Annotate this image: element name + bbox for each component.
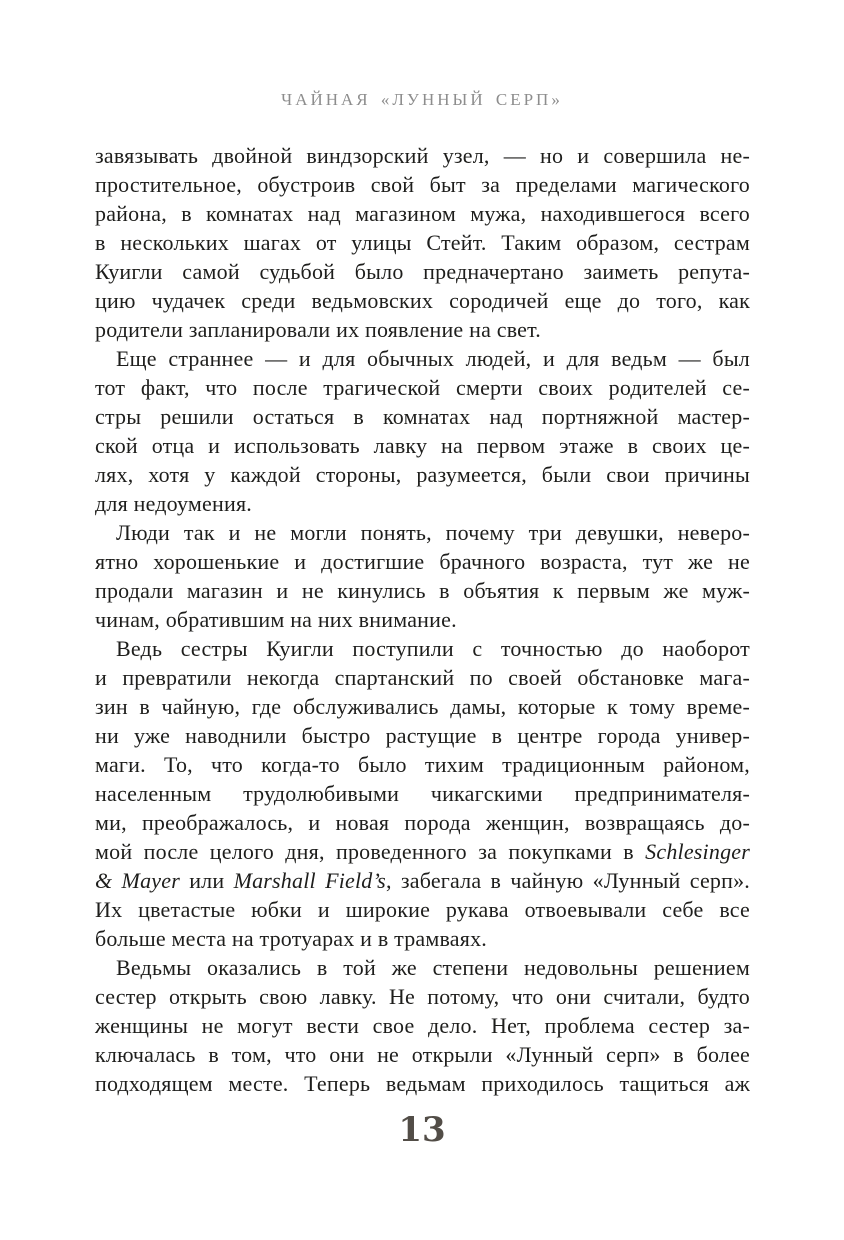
text-line: лях, хотя у каждой стороны, разумеется, были свои причины <box>95 462 750 487</box>
page-number: 13 <box>398 1110 446 1150</box>
text-line: района, в комнатах над магазином мужа, находившегося всего <box>95 201 750 226</box>
text-line: ми, преображалось, и новая порода женщин, возвращаясь до- <box>95 810 750 835</box>
text-line: тот факт, что после трагической смерти своих родителей се- <box>95 375 750 400</box>
text-line: чинам, обратившим на них внимание. <box>95 607 457 632</box>
text-line: цию чудачек среди ведьмовских сородичей еще до того, как <box>95 288 750 313</box>
text-line: & Mayer или Marshall Field’s, забегала в чайную «Лунный серп». <box>95 868 750 893</box>
text-line: завязывать двойной виндзорский узел, — но и совершила не- <box>95 143 750 168</box>
text-line: продали магазин и не кинулись в объятия к первым же муж- <box>95 578 750 603</box>
text-line: подходящем месте. Теперь ведьмам приходилось тащиться аж <box>95 1071 750 1096</box>
text-line: Куигли самой судьбой было предначертано заиметь репута- <box>95 259 750 284</box>
text-line: зин в чайную, где обслуживались дамы, которые к тому време- <box>95 694 750 719</box>
text-line: и превратили некогда спартанский по своей обстановке мага- <box>95 665 750 690</box>
text-line: стры решили остаться в комнатах над портняжной мастер- <box>95 404 750 429</box>
text-line: для недоумения. <box>95 491 252 516</box>
text-line: больше места на тротуарах и в трамваях. <box>95 926 487 951</box>
text-line: сестер открыть свою лавку. Не потому, что они считали, будто <box>95 984 750 1009</box>
text-line: Ведьмы оказались в той же степени недовольны решением <box>116 955 750 980</box>
text-line: ской отца и использовать лавку на первом этаже в своих це- <box>95 433 750 458</box>
page-body <box>95 141 750 1098</box>
running-header: ЧАЙНАЯ «ЛУННЫЙ СЕРП» <box>281 90 563 109</box>
text-line: ятно хорошенькие и достигшие брачного возраста, тут же не <box>95 549 750 574</box>
text-line: ни уже наводнили быстро растущие в центре города универ- <box>95 723 750 748</box>
text-line: в нескольких шагах от улицы Стейт. Таким образом, сестрам <box>95 230 750 255</box>
text-line: Ведь сестры Куигли поступили с точностью до наоборот <box>116 636 750 661</box>
text-line: женщины не могут вести свое дело. Нет, проблема сестер за- <box>95 1013 750 1038</box>
text-line: мой после целого дня, проведенного за покупками в Schlesinger <box>95 839 750 864</box>
text-line: ключалась в том, что они не открыли «Лунный серп» в более <box>95 1042 750 1067</box>
text-line: Еще страннее — и для обычных людей, и для ведьм — был <box>116 346 750 371</box>
text-line: Люди так и не могли понять, почему три девушки, неверо- <box>116 520 750 545</box>
text-line: населенным трудолюбивыми чикагскими предпринимателя- <box>95 781 750 806</box>
text-line: простительное, обустроив свой быт за пределами магического <box>95 172 750 197</box>
text-line: родители запланировали их появление на свет. <box>95 317 541 342</box>
text-line: маги. То, что когда-то было тихим традиционным районом, <box>95 752 750 777</box>
text-line: Их цветастые юбки и широкие рукава отвоевывали себе все <box>95 897 750 922</box>
